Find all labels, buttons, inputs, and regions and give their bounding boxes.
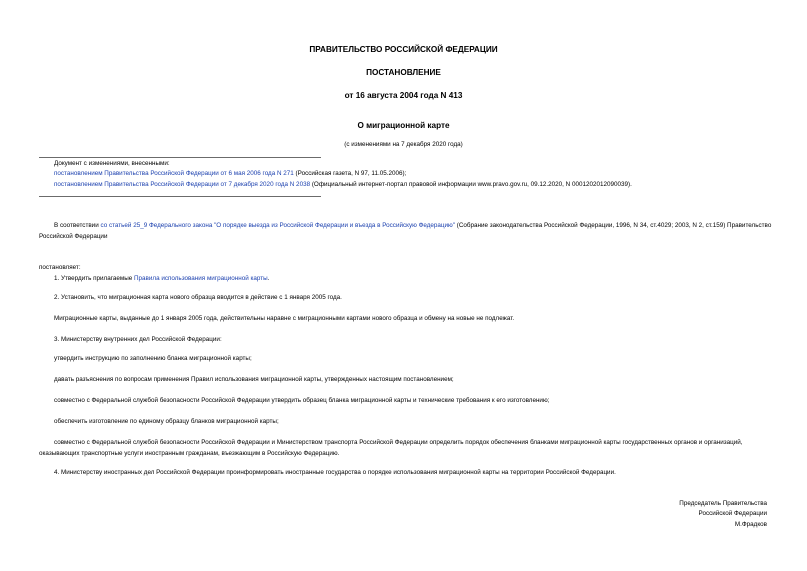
- clause-2-note: Миграционные карты, выданные до 1 января 2005 года, действительны наравне с миграционными картами нового образца и обмену на новые не подлежат.: [54, 315, 515, 322]
- preamble-text: (Собрание законодательства Российской Федерации, 1996, N 34, ст.4029; 2003, N 2, ст.159) Правительство Российской Федерации: [39, 222, 772, 240]
- amendment-source: (Российская газета, N 97, 11.05.2006);: [293, 170, 407, 177]
- document-title: О миграционной карте: [357, 121, 450, 130]
- clause-3: 3. Министерству внутренних дел Российской Федерации:: [54, 336, 222, 343]
- preamble-text: В соответствии: [54, 222, 101, 229]
- clause-3-item: утвердить инструкцию по заполнению бланка миграционной карты;: [54, 355, 252, 362]
- signature-name: М.Фрадков: [734, 521, 767, 528]
- amendments-top-rule: [39, 157, 321, 158]
- revision-note: (с изменениями на 7 декабря 2020 года): [344, 141, 463, 148]
- clause-3-item: совместно с Федеральной службой безопасности Российской Федерации утвердить образец бланка миграционной карты и технические требования к его изготовлению;: [54, 397, 550, 404]
- document-date-number: от 16 августа 2004 года N 413: [344, 91, 463, 100]
- clause-3-item: давать разъяснения по вопросам применения Правил использования миграционной карты, утвержденных настоящим постановлением;: [54, 376, 454, 383]
- clause-1-text: 1. Утвердить прилагаемые: [54, 275, 134, 282]
- clause-2: 2. Установить, что миграционная карта нового образца вводится в действие с 1 января 2005 года.: [54, 294, 342, 301]
- amendment-item: [54, 170, 406, 178]
- document-type: ПОСТАНОВЛЕНИЕ: [366, 68, 441, 77]
- federal-law-link[interactable]: со статьей 25_9 Федерального закона "О порядке выезда из Российской Федерации и въезда в Российскую Федерацию": [100, 222, 455, 229]
- signature-organization: Российской Федерации: [698, 510, 767, 517]
- clause-3-item: обеспечить изготовление по единому образцу бланков миграционной карты;: [54, 418, 279, 425]
- preamble: [39, 220, 781, 242]
- issuing-authority: ПРАВИТЕЛЬСТВО РОССИЙСКОЙ ФЕДЕРАЦИИ: [309, 45, 498, 54]
- amendment-link-2020[interactable]: постановлением Правительства Российской Федерации от 7 декабря 2020 года N 2038: [54, 181, 311, 188]
- signature-position: Председатель Правительства: [679, 500, 767, 507]
- clause-1: [39, 273, 781, 284]
- clause-1-text: .: [267, 275, 270, 282]
- rules-link[interactable]: Правила использования миграционной карты: [134, 275, 268, 282]
- clause-3-item: совместно с Федеральной службой безопасности Российской Федерации и Министерством транспорта Российской Федерации определить порядок обеспечения бланками миграционной карты государственных органов и организаций, оказывающих транспортные услуги иностранным гражданам, въезжающим в Российскую Федерацию.: [39, 439, 743, 457]
- clause-4: 4. Министерству иностранных дел Российской Федерации проинформировать иностранные государства о порядке использования миграционной карты на территории Российской Федерации.: [54, 469, 616, 476]
- decides-label: постановляет:: [39, 264, 81, 271]
- amendment-item: [54, 181, 632, 189]
- amendment-link-2006[interactable]: постановлением Правительства Российской Федерации от 6 мая 2006 года N 271: [54, 170, 294, 177]
- amendments-bottom-rule: [39, 196, 321, 197]
- amendment-source: (Официальный интернет-портал правовой информации www.pravo.gov.ru, 09.12.2020, N 0001202012090039).: [310, 181, 632, 188]
- amendments-intro: Документ с изменениями, внесенными:: [54, 160, 170, 167]
